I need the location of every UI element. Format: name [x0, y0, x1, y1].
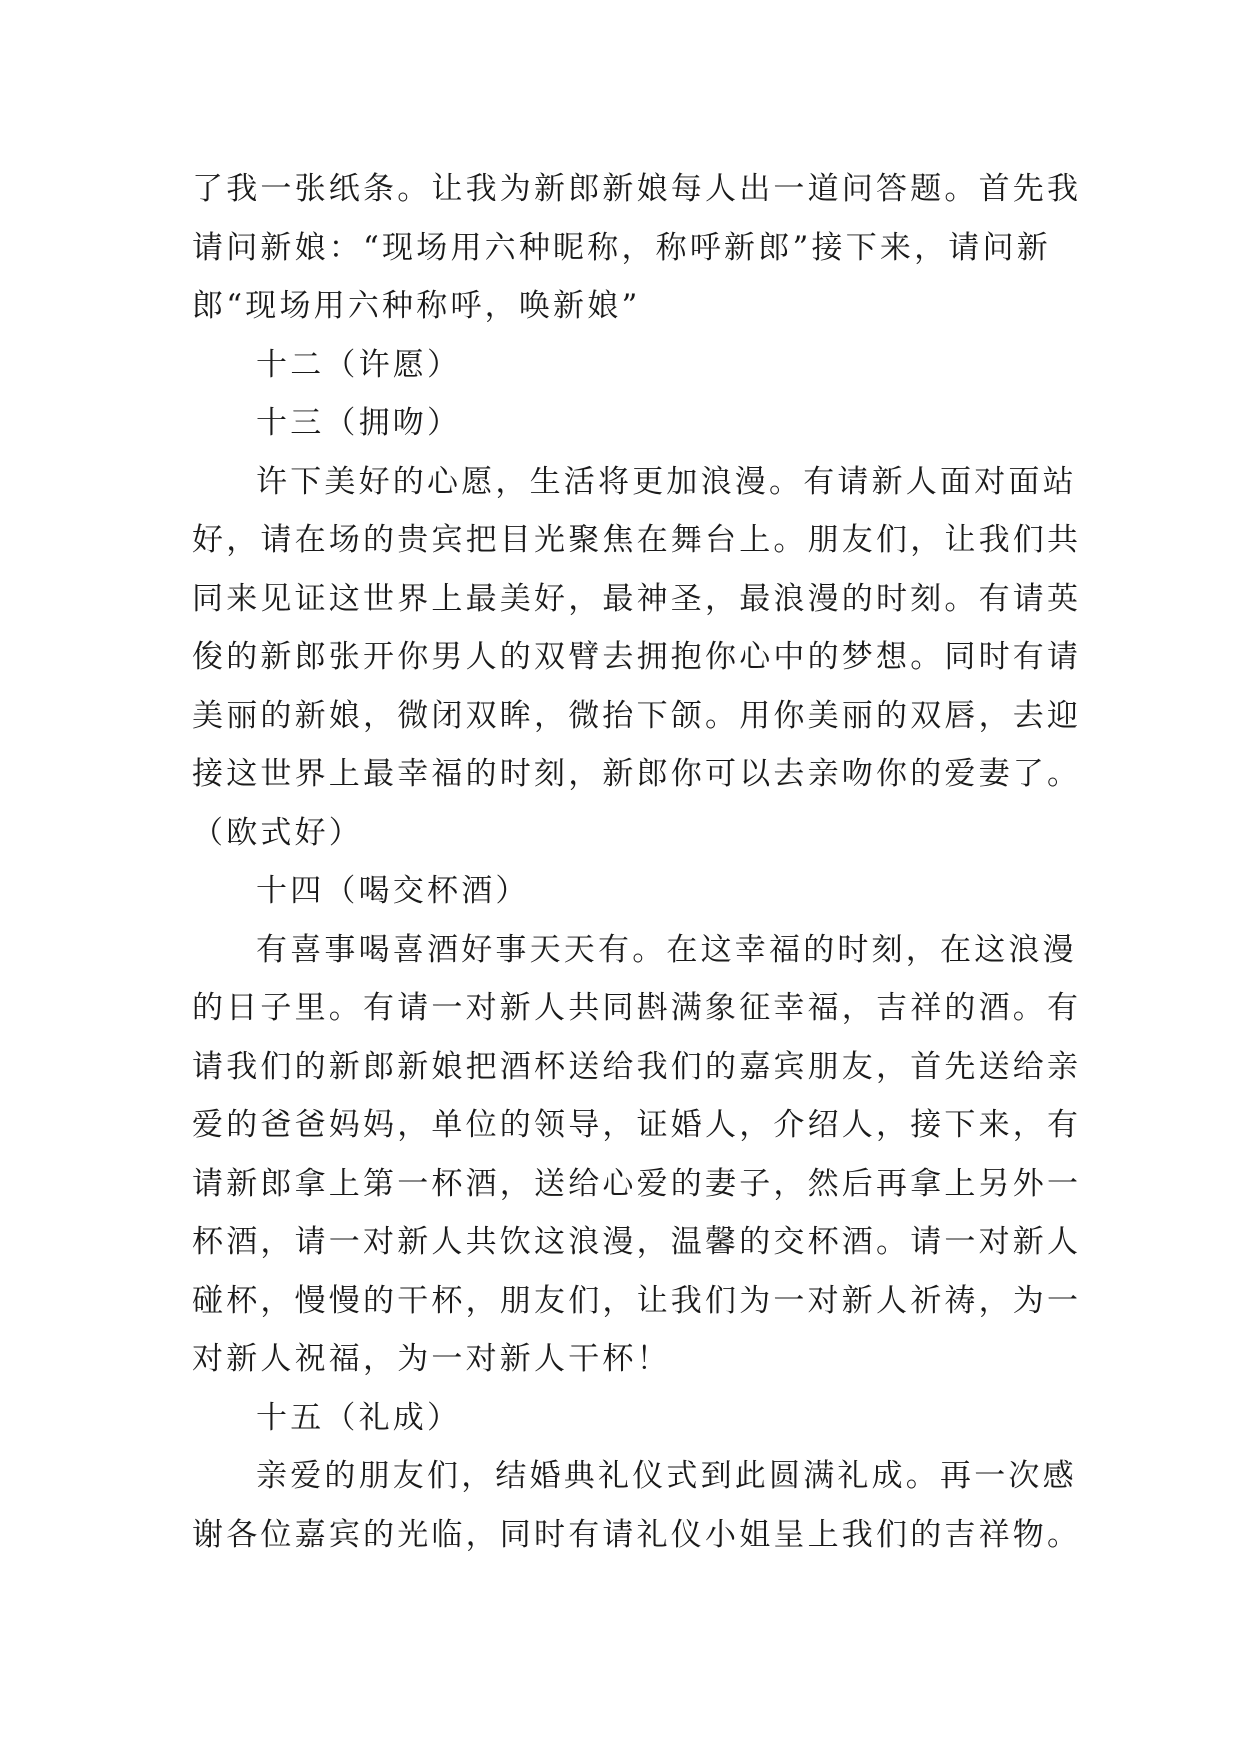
paragraph-start: 许下美好的心愿，生活将更加浪漫。有请新人面对面站: [256, 463, 1077, 500]
section-heading-13: 十三（拥吻）: [256, 405, 462, 441]
text-line: 请问新娘：“现场用六种昵称，称呼新郎”接下来，请问新: [192, 229, 1051, 266]
section-heading-12: 十二（许愿）: [256, 346, 462, 383]
section-heading-14: 十四（喝交杯酒）: [256, 873, 530, 909]
text-line: 碰杯，慢慢的干杯，朋友们，让我们为一对新人祈祷，为一: [192, 1282, 1082, 1319]
text-line: 接这世界上最幸福的时刻，新郎你可以去亲吻你的爱妻了。: [192, 756, 1082, 792]
text-line: 杯酒，请一对新人共饮这浪漫，温馨的交杯酒。请一对新人: [192, 1224, 1082, 1260]
text-line: 俊的新郎张开你男人的双臂去拥抱你心中的梦想。同时有请: [192, 639, 1082, 675]
text-line: 郎“现场用六种称呼，唤新娘”: [192, 288, 641, 324]
document-body: [192, 160, 1082, 1564]
text-line: 谢各位嘉宾的光临，同时有请礼仪小姐呈上我们的吉祥物。: [192, 1516, 1082, 1553]
paragraph-start: 有喜事喝喜酒好事天天有。在这幸福的时刻，在这浪漫: [256, 931, 1077, 968]
section-heading-15: 十五（礼成）: [256, 1399, 462, 1436]
paragraph-start: 亲爱的朋友们，结婚典礼仪式到此圆满礼成。再一次感: [256, 1458, 1077, 1494]
text-line: 了我一张纸条。让我为新郎新娘每人出一道问答题。首先我: [192, 171, 1082, 207]
text-line: 好，请在场的贵宾把目光聚焦在舞台上。朋友们，让我们共: [192, 522, 1082, 558]
text-line: 请我们的新郎新娘把酒杯送给我们的嘉宾朋友，首先送给亲: [192, 1048, 1082, 1085]
text-line: 的日子里。有请一对新人共同斟满象征幸福，吉祥的酒。有: [192, 990, 1082, 1026]
text-line: （欧式好）: [192, 814, 363, 851]
text-line: 对新人祝福，为一对新人干杯！: [192, 1341, 671, 1377]
text-line: 同来见证这世界上最美好，最神圣，最浪漫的时刻。有请英: [192, 580, 1082, 617]
text-line: 美丽的新娘，微闭双眸，微抬下颌。用你美丽的双唇，去迎: [192, 697, 1082, 734]
text-line: 爱的爸爸妈妈，单位的领导，证婚人，介绍人，接下来，有: [192, 1107, 1082, 1143]
text-line: 请新郎拿上第一杯酒，送给心爱的妻子，然后再拿上另外一: [192, 1165, 1082, 1202]
